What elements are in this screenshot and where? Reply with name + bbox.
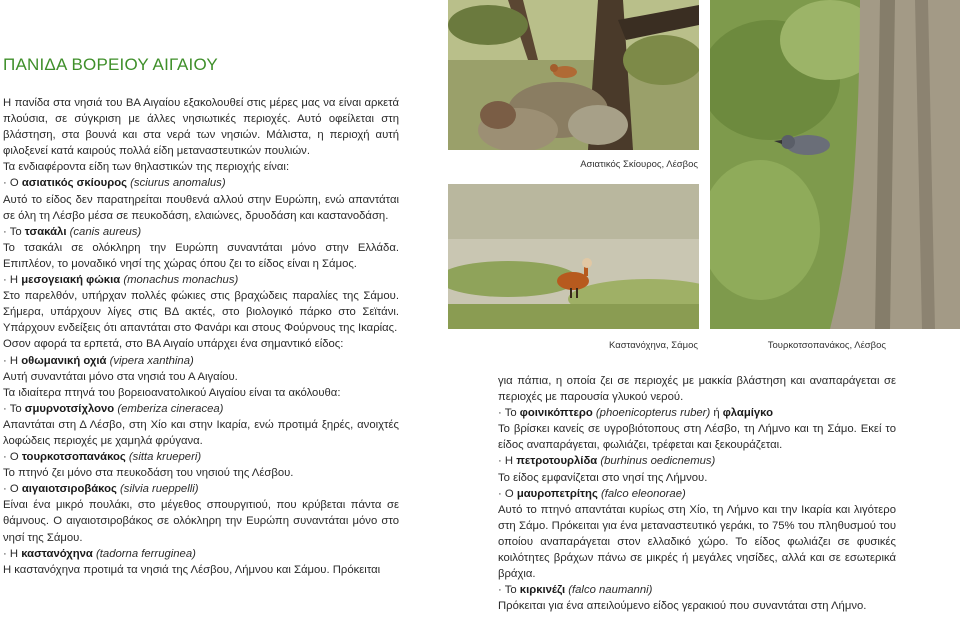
species-latin: (falco eleonorae) [597,487,686,500]
species-latin: (falco naumanni) [565,584,653,597]
species-name: αιγαιοτσιροβάκος [21,483,117,496]
species-name-alt: φλαμίγκο [722,407,773,420]
species-heading: · Ο ασιατικός σκίουρος (sciurus anomalus) [3,177,226,190]
species-heading: · Ο τουρκοτσοπανάκος (sitta krueperi) [3,451,202,464]
species-text: Το βρίσκει κανείς σε υγροβιότοπους στη Λέσβο, τη Λήμνο και τη Σάμο. Εκεί το είδος αναπαράγεται, φωλιάζει, τρέφεται και ξεκουράζεται. [498,423,896,452]
species-heading: · Το φοινικόπτερο (phoenicopterus ruber) ή φλαμίγκο [498,407,773,420]
species-name: οθωμανική οχιά [21,354,107,367]
species-text: Το είδος εμφανίζεται στο νησί της Λήμνου. [498,471,708,484]
species-text: Πρόκειται για ένα απειλούμενο είδος γερακιού που συναντάται στη Λήμνο. [498,600,867,613]
species-name: μεσογειακή φώκια [21,274,121,287]
intro-paragraph: Η πανίδα στα νησιά του ΒΑ Αιγαίου εξακολουθεί στις μέρες μας να είναι αρκετά πλούσια, σε σύγκριση με άλλες νησιωτικές περιοχές. Αυτό οφείλεται στη βλάστηση, στα βουνά και στα νερά των νησιών. Μάλιστα, η περιοχή αυτή φιλοξενεί κατά καιρούς πολλά είδη μεταναστευτικών πουλιών. [3,97,399,158]
species-text: Αυτό το είδος δεν παρατηρείται πουθενά αλλού στην Ευρώπη, ενώ απαντάται σε όλη τη Λέσβο μέσα σε πευκοδάση, ελαιώνες, δρυοδάση και καστανοδάση. [3,193,399,222]
species-heading: · Η μεσογειακή φώκια (monachus monachus) [3,274,239,287]
species-heading: · Το σμυρνοτσίχλονο (emberiza cineracea) [3,402,224,415]
species-name: σμυρνοτσίχλονο [24,402,115,415]
species-latin: (burhinus oedicnemus) [597,455,716,468]
species-text: Αυτή συναντάται μόνο στα νησιά του Α Αιγαίου. [3,370,238,383]
species-name: τουρκοτσοπανάκος [21,451,126,464]
right-column [498,373,896,614]
birds-intro: Τα ιδιαίτερα πτηνά του βορειοανατολικού Αιγαίου είναι τα ακόλουθα: [3,386,341,399]
species-latin: (monachus monachus) [120,274,239,287]
nuthatch-caption: Τουρκοτσοπανάκος, Λέσβος [767,340,886,351]
continued-paragraph: για πάπια, η οποία ζει σε περιοχές με μακκία βλάστηση και αναπαράγεται σε περιοχές με παρουσία γλυκού νερού. [498,375,896,404]
species-latin: (phoenicopterus ruber) [592,407,711,420]
species-name: φοινικόπτερο [519,407,593,420]
species-text: Το τσακάλι σε ολόκληρη την Ευρώπη συναντάται μόνο στην Ελλάδα. Επιπλέον, το μοναδικό νησί της χώρας όπου ζει το είδος είναι η Σάμος. [3,241,399,270]
species-heading: · Η καστανόχηνα (tadorna ferruginea) [3,547,196,560]
mammals-intro: Τα ενδιαφέροντα είδη των θηλαστικών της περιοχής είναι: [3,161,290,174]
species-text: Η καστανόχηνα προτιμά τα νησιά της Λέσβου, Λήμνου και Σάμου. Πρόκειται [3,563,381,576]
species-heading: · Η οθωμανική οχιά (vipera xanthina) [3,354,194,367]
left-column [3,95,399,578]
species-latin: (sitta krueperi) [125,451,202,464]
species-name: τσακάλι [24,225,67,238]
species-latin: (silvia rueppelli) [116,483,199,496]
species-latin: (emberiza cineracea) [114,402,224,415]
species-text: Το πτηνό ζει μόνο στα πευκοδάση του νησιού της Λέσβου. [3,467,294,480]
species-heading: · Η πετροτουρλίδα (burhinus oedicnemus) [498,455,716,468]
species-name: μαυροπετρίτης [516,487,598,500]
reptiles-intro: Οσον αφορά τα ερπετά, στο ΒΑ Αιγαίο υπάρχει ένα σημαντικό είδος: [3,338,344,351]
species-name: καστανόχηνα [21,547,93,560]
species-text: Απαντάται στη Δ Λέσβο, στη Χίο και στην Ικαρία, ενώ προτιμά ξηρές, ανοιχτές λοφώδεις περιοχές με χαμηλά φρύγανα. [3,418,399,447]
species-name: πετροτουρλίδα [516,455,598,468]
squirrel-caption: Ασιατικός Σκίουρος, Λέσβος [580,159,698,170]
species-latin: (vipera xanthina) [106,354,194,367]
duck-caption: Καστανόχηνα, Σάμος [609,340,698,351]
species-text: Είναι ένα μικρό πουλάκι, στο μέγεθος σπουργιτιού, που κρύβεται πάντα σε θάμνους. Ο αιγαιοτσιροβάκος σε ολόκληρη την Ευρώπη συναντάται μόνο στο νησί της Σάμου. [3,499,399,544]
species-text: Αυτό το πτηνό απαντάται κυρίως στη Χίο, τη Λήμνο και την Ικαρία και λιγότερο στη Σάμο. Πρόκειται για ένα μεταναστευτικό γεράκι, το 75% του πληθυσμού του οποίου αναπαράγεται στον ελλαδικό χώρο. Το είδος φωλιάζει σε φυσικές κοιλότητες βράχων πάνω σε μικρές ή μεγάλες νησίδες, αλλά και σε εσωτερικά βράχια. [498,503,896,581]
species-heading: · Το τσακάλι (canis aureus) [3,225,142,238]
squirrel-photo [448,0,699,150]
species-heading: · Το κιρκινέζι (falco naumanni) [498,584,653,597]
species-name: κιρκινέζι [519,584,566,597]
species-latin: (sciurus anomalus) [127,177,226,190]
species-latin: (canis aureus) [66,225,142,238]
page-title: ΠΑΝΙΔΑ ΒΟΡΕΙΟΥ ΑΙΓΑΙΟΥ [3,55,218,74]
duck-photo [448,184,699,329]
species-latin: (tadorna ferruginea) [92,547,196,560]
species-text: Στο παρελθόν, υπήρχαν πολλές φώκιες στις βραχώδεις παραλίες της Σάμου. Σήμερα, υπάρχουν λίγες στις ΒΔ ακτές, στο βιολογικό πάρκο στο Σεϊτάνι. Υπάρχουν ενδείξεις ότι απαντάται στο Φανάρι και στους Φούρνους της Ικαρίας. [3,290,399,335]
species-name: ασιατικός σκίουρος [21,177,128,190]
species-heading: · Ο αιγαιοτσιροβάκος (silvia rueppelli) [3,483,199,496]
species-heading: · Ο μαυροπετρίτης (falco eleonorae) [498,487,686,500]
nuthatch-photo [710,0,960,329]
